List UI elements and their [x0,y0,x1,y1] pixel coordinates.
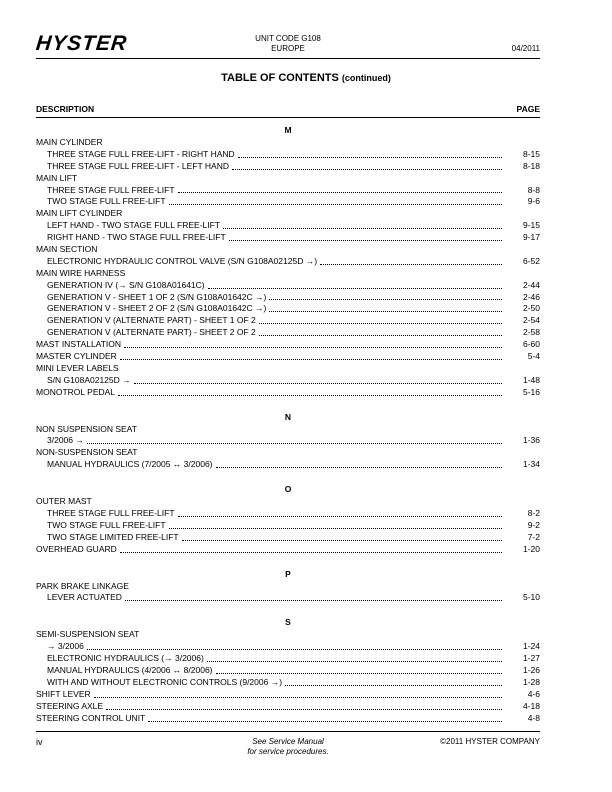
dot-leader [208,288,502,289]
entry-label: GENERATION V - SHEET 1 OF 2 (S/N G108A01642C →) [47,291,267,302]
toc-entry [36,665,540,677]
entry-page: 1-26 [522,665,540,676]
entry-label: TWO STAGE LIMITED FREE-LIFT [47,531,179,542]
description-column-header: DESCRIPTION [36,104,95,114]
page-column-header: PAGE [516,104,540,114]
toc-entry [36,593,540,605]
entry-label: STEERING CONTROL UNIT [36,712,146,723]
toc-section [36,615,540,724]
entry-label: NON SUSPENSION SEAT [36,423,137,434]
entry-label: OUTER MAST [36,496,92,507]
entry-page: 2-44 [522,279,540,290]
dot-leader [120,552,502,553]
toc-entry [36,173,540,185]
entry-page: 2-50 [522,303,540,314]
entry-page: 9-15 [522,220,540,231]
toc-entry [36,581,540,593]
entry-label: → 3/2006 [47,641,84,652]
unit-code: UNIT CODE G108 [255,34,321,43]
entry-label: WITH AND WITHOUT ELECTRONIC CONTROLS (9/2006 →) [47,676,283,687]
dot-leader [125,600,502,601]
entry-page: 4-18 [522,700,540,711]
title-suffix: (continued) [341,73,391,83]
dot-leader [94,697,502,698]
entry-page: 4-8 [527,712,540,723]
toc-entry [36,208,540,220]
entry-label: SHIFT LEVER [36,688,91,699]
dot-leader [182,540,502,541]
toc-entry [36,256,540,268]
entry-page: 5-16 [522,386,540,397]
page-header [36,30,540,59]
entry-label: PARK BRAKE LINKAGE [36,580,129,591]
entry-page: 1-34 [522,459,540,470]
toc-entry [36,629,540,641]
section-letter: P [285,568,291,579]
toc-entry [36,232,540,244]
toc-entry [36,520,540,532]
toc-section [36,482,540,555]
toc-entry [36,137,540,149]
dot-leader [178,516,502,517]
toc-entry [36,244,540,256]
toc-entry [36,363,540,375]
column-headers [36,103,540,118]
entry-page: 1-20 [522,543,540,554]
entry-page: 6-52 [522,255,540,266]
toc-entry [36,689,540,701]
entry-label: TWO STAGE FULL FREE-LIFT [47,196,166,207]
toc-entry [36,149,540,161]
toc-section [36,410,540,472]
toc-entry [36,459,540,471]
toc-entry [36,532,540,544]
dot-leader [207,661,502,662]
section-letter: M [284,125,292,135]
dot-leader [320,264,502,265]
dot-leader [269,299,502,300]
entry-label: ELECTRONIC HYDRAULIC CONTROL VALVE (S/N G108A02125D →) [47,255,318,266]
dot-leader [87,443,502,444]
entry-label: STEERING AXLE [36,700,104,711]
toc-entry [36,292,540,304]
dot-leader [216,467,502,468]
toc-entry [36,544,540,556]
toc-entry [36,447,540,459]
toc-entry [36,496,540,508]
dot-leader [148,721,502,722]
region: EUROPE [271,44,305,53]
entry-page: 8-18 [522,160,540,171]
toc-entry [36,508,540,520]
toc-section [36,123,540,399]
page-title [0,72,612,84]
dot-leader [120,359,502,360]
section-letter: O [284,484,292,495]
entry-label: THREE STAGE FULL FREE-LIFT - RIGHT HAND [47,148,235,159]
entry-page: 1-24 [522,641,540,652]
page-number: iv [36,737,43,747]
entry-label: MAIN LIFT CYLINDER [36,208,123,219]
entry-label: LEFT HAND - TWO STAGE FULL FREE-LIFT [47,220,221,231]
entry-label: TWO STAGE FULL FREE-LIFT [47,519,166,530]
entry-page: 4-6 [527,688,540,699]
dot-leader [124,347,502,348]
entry-page: 9-2 [527,519,540,530]
dot-leader [238,157,502,158]
entry-page: 7-2 [527,531,540,542]
entry-page: 2-46 [522,291,540,302]
toc-entry [36,375,540,387]
dot-leader [229,240,502,241]
toc-list [36,123,540,736]
footer-note-line-1: See Service Manual [252,737,324,746]
dot-leader [87,649,502,650]
entry-page: 1-36 [522,435,540,446]
entry-label: MASTER CYLINDER [36,351,117,362]
entry-page: 2-54 [522,315,540,326]
dot-leader [259,335,502,336]
toc-entry [36,713,540,725]
toc-entry [36,339,540,351]
entry-label: RIGHT HAND - TWO STAGE FULL FREE-LIFT [47,232,226,243]
entry-label: 3/2006 → [47,435,84,446]
toc-entry [36,435,540,447]
dot-leader [259,323,502,324]
entry-label: MANUAL HYDRAULICS (4/2006 ↔ 8/2006) [47,665,213,676]
entry-label: MANUAL HYDRAULICS (7/2005 ↔ 3/2006) [47,459,213,470]
footer-note-line-2: for service procedures. [247,747,329,756]
entry-label: MAIN WIRE HARNESS [36,267,126,278]
entry-page: 8-2 [527,508,540,519]
dot-leader [223,228,502,229]
toc-entry [36,185,540,197]
entry-label: MONOTROL PEDAL [36,386,116,397]
entry-label: MAIN LIFT [36,172,78,183]
toc-entry [36,677,540,689]
section-letter: N [284,411,292,422]
toc-entry [36,196,540,208]
entry-label: SEMI-SUSPENSION SEAT [36,629,140,640]
entry-label: GENERATION V (ALTERNATE PART) - SHEET 1 OF 2 [47,315,256,326]
entry-label: S/N G108A02125D → [47,374,131,385]
issue-date: 04/2011 [511,44,540,53]
entry-page: 1-48 [522,374,540,385]
dot-leader [178,192,502,193]
entry-label: GENERATION IV (→ S/N G108A01641C) [47,279,205,290]
dot-leader [232,169,502,170]
copyright: ©2011 HYSTER COMPANY [440,737,540,746]
unit-code-block [36,34,540,54]
entry-page: 9-17 [522,232,540,243]
dot-leader [134,383,502,384]
toc-section [36,567,540,605]
toc-entry [36,327,540,339]
toc-entry [36,351,540,363]
dot-leader [269,311,502,312]
entry-label: MAST INSTALLATION [36,339,122,350]
entry-page: 1-28 [522,676,540,687]
toc-entry [36,424,540,436]
dot-leader [169,528,502,529]
dot-leader [106,709,502,710]
section-letter: S [285,617,291,628]
toc-entry [36,387,540,399]
entry-label: MAIN CYLINDER [36,136,103,147]
page-footer [36,731,540,762]
entry-label: LEVER ACTUATED [47,592,122,603]
toc-entry [36,280,540,292]
entry-page: 2-58 [522,327,540,338]
entry-page: 1-27 [522,653,540,664]
entry-label: ELECTRONIC HYDRAULICS (→ 3/2006) [47,653,204,664]
entry-label: MINI LEVER LABELS [36,362,119,373]
dot-leader [285,685,502,686]
dot-leader [216,673,502,674]
entry-page: 6-60 [522,339,540,350]
entry-label: GENERATION V (ALTERNATE PART) - SHEET 2 OF 2 [47,327,256,338]
entry-page: 5-4 [527,351,540,362]
entry-label: OVERHEAD GUARD [36,543,117,554]
entry-label: THREE STAGE FULL FREE-LIFT - LEFT HAND [47,160,229,171]
toc-entry [36,220,540,232]
toc-entry [36,653,540,665]
entry-label: MAIN SECTION [36,244,98,254]
toc-entry [36,641,540,653]
toc-entry [36,161,540,173]
title-text: TABLE OF CONTENTS [221,72,339,84]
dot-leader [169,204,502,205]
toc-entry [36,315,540,327]
entry-page: 5-10 [522,592,540,603]
dot-leader [118,395,502,396]
toc-entry [36,268,540,280]
toc-entry [36,701,540,713]
entry-label: NON-SUSPENSION SEAT [36,447,138,458]
entry-label: THREE STAGE FULL FREE-LIFT [47,184,175,195]
hyster-logo: HYSTER [34,32,129,55]
entry-page: 8-8 [527,184,540,195]
toc-entry [36,303,540,315]
entry-label: THREE STAGE FULL FREE-LIFT [47,508,175,519]
entry-page: 8-15 [522,148,540,159]
entry-page: 9-6 [527,196,540,207]
entry-label: GENERATION V - SHEET 2 OF 2 (S/N G108A01642C →) [47,303,267,314]
